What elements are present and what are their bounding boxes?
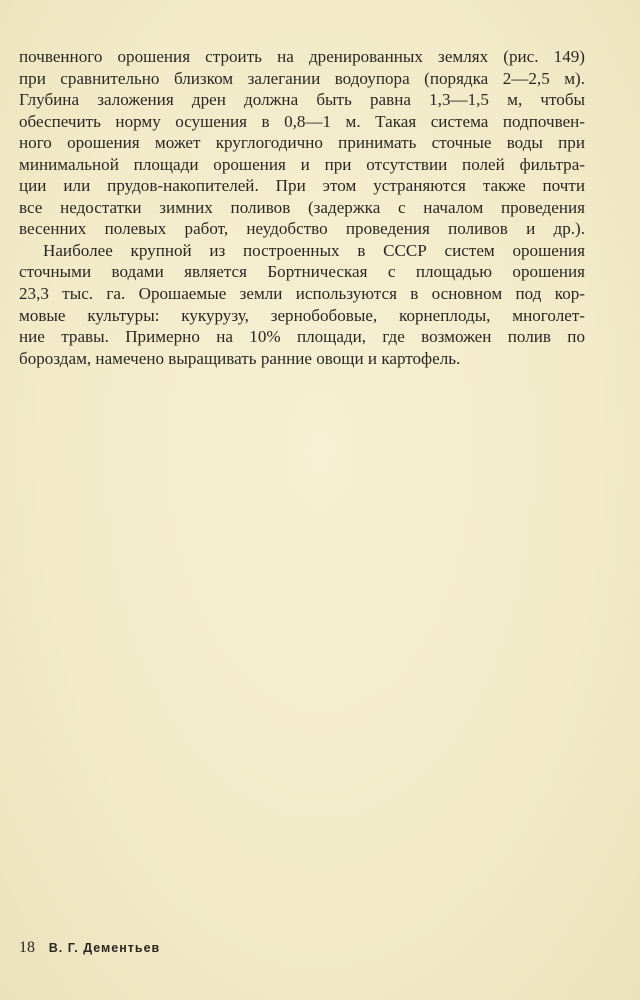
body-text xyxy=(19,46,585,369)
paragraph-1 xyxy=(19,46,585,240)
text-line: обеспечить норму осушения в 0,8—1 м. Такая система подпочвен- xyxy=(19,111,585,131)
text-line: Глубина заложения дрен должна быть равна 1,3—1,5 м, чтобы xyxy=(19,90,585,110)
text-line: Наиболее крупной из построенных в СССР систем орошения xyxy=(43,240,585,260)
text-line: почвенного орошения строить на дренированных землях (рис. 149) xyxy=(19,47,585,66)
text-line: ние травы. Примерно на 10% площади, где возможен полив по xyxy=(19,327,585,347)
page-footer xyxy=(19,938,160,958)
text-line: ции или прудов-накопителей. При этом устраняются также почти xyxy=(19,176,585,196)
text-line: 23,3 тыс. га. Орошаемые земли используются в основном под кор- xyxy=(19,284,585,304)
text-line: при сравнительно близком залегании водоупора (порядка 2—2,5 м). xyxy=(19,68,585,88)
running-author: В. Г. Дементьев xyxy=(48,941,161,955)
text-line: минимальной площади орошения и при отсутствии полей фильтра- xyxy=(19,154,585,174)
paragraph-2 xyxy=(19,240,585,369)
text-line: весенних полевых работ, неудобство проведения поливов и др.). xyxy=(19,219,585,239)
text-line: все недостатки зимних поливов (задержка с началом проведения xyxy=(19,197,585,217)
page-number: 18 xyxy=(19,939,35,956)
text-line: мовые культуры: кукурузу, зернобобовые, корнеплоды, многолет- xyxy=(19,305,585,325)
text-line: сточными водами является Бортническая с площадью орошения xyxy=(19,262,585,282)
text-line: ного орошения может круглогодично принимать сточные воды при xyxy=(19,133,585,153)
text-line: бороздам, намечено выращивать ранние овощи и картофель. xyxy=(19,348,461,368)
